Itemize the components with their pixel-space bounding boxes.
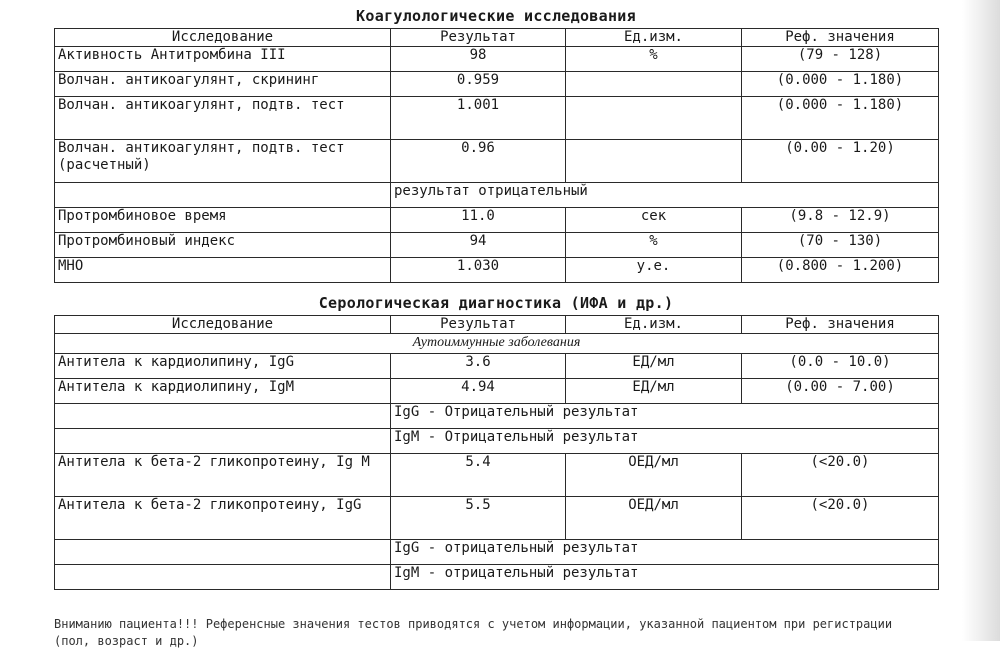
test-name: Волчан. антикоагулянт, подтв. тест (расчетный): [55, 140, 391, 183]
test-name: Протромбиновое время: [55, 208, 391, 233]
col-header-ref: Реф. значения: [742, 29, 939, 47]
test-result: 0.96: [391, 140, 566, 183]
col-header-result: Результат: [391, 316, 566, 334]
test-name: МНО: [55, 258, 391, 283]
page-edge-shadow: [962, 0, 1000, 641]
test-unit: [566, 97, 742, 140]
table-row-note: [55, 565, 939, 590]
coag-table: [54, 28, 939, 283]
note-spacer: [55, 404, 391, 429]
test-unit: %: [566, 233, 742, 258]
col-header-result: Результат: [391, 29, 566, 47]
sero-section-title: Серологическая диагностика (ИФА и др.): [318, 294, 674, 312]
test-ref: (0.0 - 10.0): [742, 354, 939, 379]
test-name: Антитела к бета-2 гликопротеину, Ig M: [55, 454, 391, 497]
table-row: [55, 258, 939, 283]
table-row: [55, 233, 939, 258]
test-name: Активность Антитромбина III: [55, 47, 391, 72]
col-header-test: Исследование: [55, 29, 391, 47]
test-ref: (70 - 130): [742, 233, 939, 258]
test-result: 5.5: [391, 497, 566, 540]
col-header-ref: Реф. значения: [742, 316, 939, 334]
test-name: Антитела к бета-2 гликопротеину, IgG: [55, 497, 391, 540]
subheader-row: [55, 334, 939, 354]
result-note: IgM - отрицательный результат: [391, 565, 939, 590]
test-name: Антитела к кардиолипину, IgG: [55, 354, 391, 379]
test-result: 3.6: [391, 354, 566, 379]
test-result: 4.94: [391, 379, 566, 404]
table-row: [55, 47, 939, 72]
table-row: [55, 97, 939, 140]
test-unit: ОЕД/мл: [566, 497, 742, 540]
table-row-note: [55, 429, 939, 454]
test-ref: (79 - 128): [742, 47, 939, 72]
result-note: IgG - отрицательный результат: [391, 540, 939, 565]
test-name: Волчан. антикоагулянт, подтв. тест: [55, 97, 391, 140]
table-row: [55, 379, 939, 404]
table-row: [55, 140, 939, 183]
test-name: Волчан. антикоагулянт, скрининг: [55, 72, 391, 97]
test-ref: (<20.0): [742, 454, 939, 497]
test-ref: (0.000 - 1.180): [742, 97, 939, 140]
test-unit: %: [566, 47, 742, 72]
table-row: [55, 354, 939, 379]
col-header-unit: Ед.изм.: [566, 29, 742, 47]
test-result: 1.030: [391, 258, 566, 283]
result-note: результат отрицательный: [391, 183, 939, 208]
result-note: IgM - Отрицательный результат: [391, 429, 939, 454]
patient-notice: Вниманию пациента!!! Референсные значения тестов приводятся с учетом информации, указанной пациентом при регистрации (пол, возраст и др.): [54, 617, 893, 648]
table-row: [55, 208, 939, 233]
test-ref: (0.00 - 7.00): [742, 379, 939, 404]
table-row: [55, 72, 939, 97]
test-unit: сек: [566, 208, 742, 233]
test-result: 1.001: [391, 97, 566, 140]
test-ref: (0.00 - 1.20): [742, 140, 939, 183]
test-result: 11.0: [391, 208, 566, 233]
test-result: 98: [391, 47, 566, 72]
sero-header-row: [55, 316, 939, 334]
coag-header-row: [55, 29, 939, 47]
test-name: Антитела к кардиолипину, IgM: [55, 379, 391, 404]
test-result: 0.959: [391, 72, 566, 97]
test-ref: (9.8 - 12.9): [742, 208, 939, 233]
coag-section-title: Коагулологические исследования: [356, 7, 636, 25]
col-header-test: Исследование: [55, 316, 391, 334]
test-unit: ОЕД/мл: [566, 454, 742, 497]
test-unit: у.е.: [566, 258, 742, 283]
col-header-unit: Ед.изм.: [566, 316, 742, 334]
test-unit: ЕД/мл: [566, 379, 742, 404]
table-row-note: [55, 183, 939, 208]
test-result: 5.4: [391, 454, 566, 497]
test-ref: (0.800 - 1.200): [742, 258, 939, 283]
test-ref: (<20.0): [742, 497, 939, 540]
note-spacer: [55, 565, 391, 590]
table-row-note: [55, 404, 939, 429]
test-unit: [566, 72, 742, 97]
test-name: Протромбиновый индекс: [55, 233, 391, 258]
sero-table: [54, 315, 939, 590]
test-ref: (0.000 - 1.180): [742, 72, 939, 97]
note-spacer: [55, 429, 391, 454]
note-spacer: [55, 540, 391, 565]
table-row: [55, 454, 939, 497]
subheader-autoimmune: Аутоиммунные заболевания: [55, 334, 939, 354]
note-spacer: [55, 183, 391, 208]
test-result: 94: [391, 233, 566, 258]
table-row: [55, 497, 939, 540]
result-note: IgG - Отрицательный результат: [391, 404, 939, 429]
test-unit: [566, 140, 742, 183]
table-row-note: [55, 540, 939, 565]
test-unit: ЕД/мл: [566, 354, 742, 379]
